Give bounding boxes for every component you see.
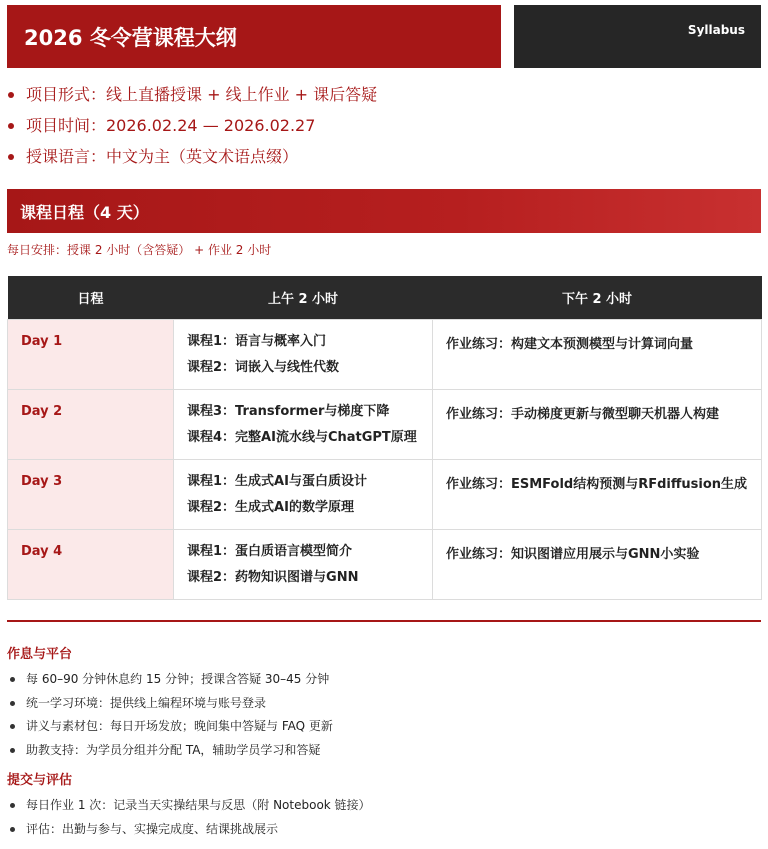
- day-cell: Day 1: [8, 319, 174, 389]
- bullet-icon: [10, 803, 15, 808]
- morning-cell: [174, 459, 433, 529]
- day-cell: Day 4: [8, 529, 174, 599]
- bullet-icon: [8, 123, 14, 129]
- title-banner: [7, 5, 501, 68]
- meta-item-dates: 项目时间：2026.02.24 — 2026.02.27: [7, 113, 707, 144]
- afternoon-cell: 作业练习：知识图谱应用展示与GNN小实验: [433, 529, 762, 599]
- rest-platform-title: 作息与平台: [7, 647, 73, 662]
- rest-platform-list: [7, 671, 747, 765]
- meta-item-language: 授课语言：中文为主（英文术语点缀）: [7, 144, 707, 175]
- table-row: [8, 389, 762, 459]
- lesson-item: 课程2：生成式AI的数学原理: [187, 499, 354, 515]
- page-title: 2026 冬令营课程大纲: [24, 25, 237, 50]
- table-header-row: [8, 276, 762, 319]
- list-item: 助教支持：为学员分组并分配 TA，辅助学员学习和答疑: [7, 742, 747, 766]
- list-item: 统一学习环境：提供线上编程环境与账号登录: [7, 695, 747, 719]
- bullet-icon: [10, 827, 15, 832]
- bullet-icon: [10, 677, 15, 682]
- lesson-item: 课程3：Transformer与梯度下降: [187, 403, 390, 419]
- program-meta-list: [7, 82, 707, 175]
- lesson-item: 课程4：完整AI流水线与ChatGPT原理: [187, 429, 417, 445]
- lesson-item: 课程1：语言与概率入门: [187, 333, 327, 349]
- column-header-afternoon: 下午 2 小时: [433, 276, 762, 319]
- afternoon-cell: 作业练习：构建文本预测模型与计算词向量: [433, 319, 762, 389]
- list-item: 每 60–90 分钟休息约 15 分钟；授课含答疑 30–45 分钟: [7, 671, 747, 695]
- daily-arrangement-note: 每日安排：授课 2 小时（含答疑） + 作业 2 小时: [7, 243, 272, 257]
- morning-cell: [174, 389, 433, 459]
- section-divider: [7, 620, 761, 622]
- table-row: [8, 459, 762, 529]
- list-item: 每日作业 1 次：记录当天实操结果与反思（附 Notebook 链接）: [7, 797, 747, 821]
- morning-cell: [174, 529, 433, 599]
- schedule-title: 课程日程（4 天）: [20, 202, 149, 222]
- lesson-item: 课程2：药物知识图谱与GNN: [187, 569, 359, 585]
- schedule-section-header: [7, 189, 761, 233]
- list-item: 讲义与素材包：每日开场发放；晚间集中答疑与 FAQ 更新: [7, 718, 747, 742]
- bullet-icon: [8, 92, 14, 98]
- submission-evaluation-list: [7, 797, 747, 844]
- submission-evaluation-title: 提交与评估: [7, 773, 73, 788]
- meta-item-format: 项目形式：线上直播授课 + 线上作业 + 课后答疑: [7, 82, 707, 113]
- day-cell: Day 3: [8, 459, 174, 529]
- lesson-item: 课程1：蛋白质语言模型简介: [187, 543, 353, 559]
- bullet-icon: [8, 154, 14, 160]
- column-header-morning: 上午 2 小时: [174, 276, 433, 319]
- header: [7, 5, 761, 68]
- schedule-table: [7, 276, 762, 600]
- table-row: [8, 529, 762, 599]
- bullet-icon: [10, 724, 15, 729]
- table-row: [8, 319, 762, 389]
- column-header-day: 日程: [8, 276, 174, 319]
- day-cell: Day 2: [8, 389, 174, 459]
- lesson-item: 课程2：词嵌入与线性代数: [187, 359, 340, 375]
- syllabus-tag-box: [514, 5, 761, 68]
- list-item: 评估：出勤与参与、实操完成度、结课挑战展示: [7, 821, 747, 845]
- afternoon-cell: 作业练习：ESMFold结构预测与RFdiffusion生成: [433, 459, 762, 529]
- morning-cell: [174, 319, 433, 389]
- syllabus-tag: Syllabus: [687, 23, 745, 37]
- afternoon-cell: 作业练习：手动梯度更新与微型聊天机器人构建: [433, 389, 762, 459]
- bullet-icon: [10, 701, 15, 706]
- lesson-item: 课程1：生成式AI与蛋白质设计: [187, 473, 367, 489]
- bullet-icon: [10, 748, 15, 753]
